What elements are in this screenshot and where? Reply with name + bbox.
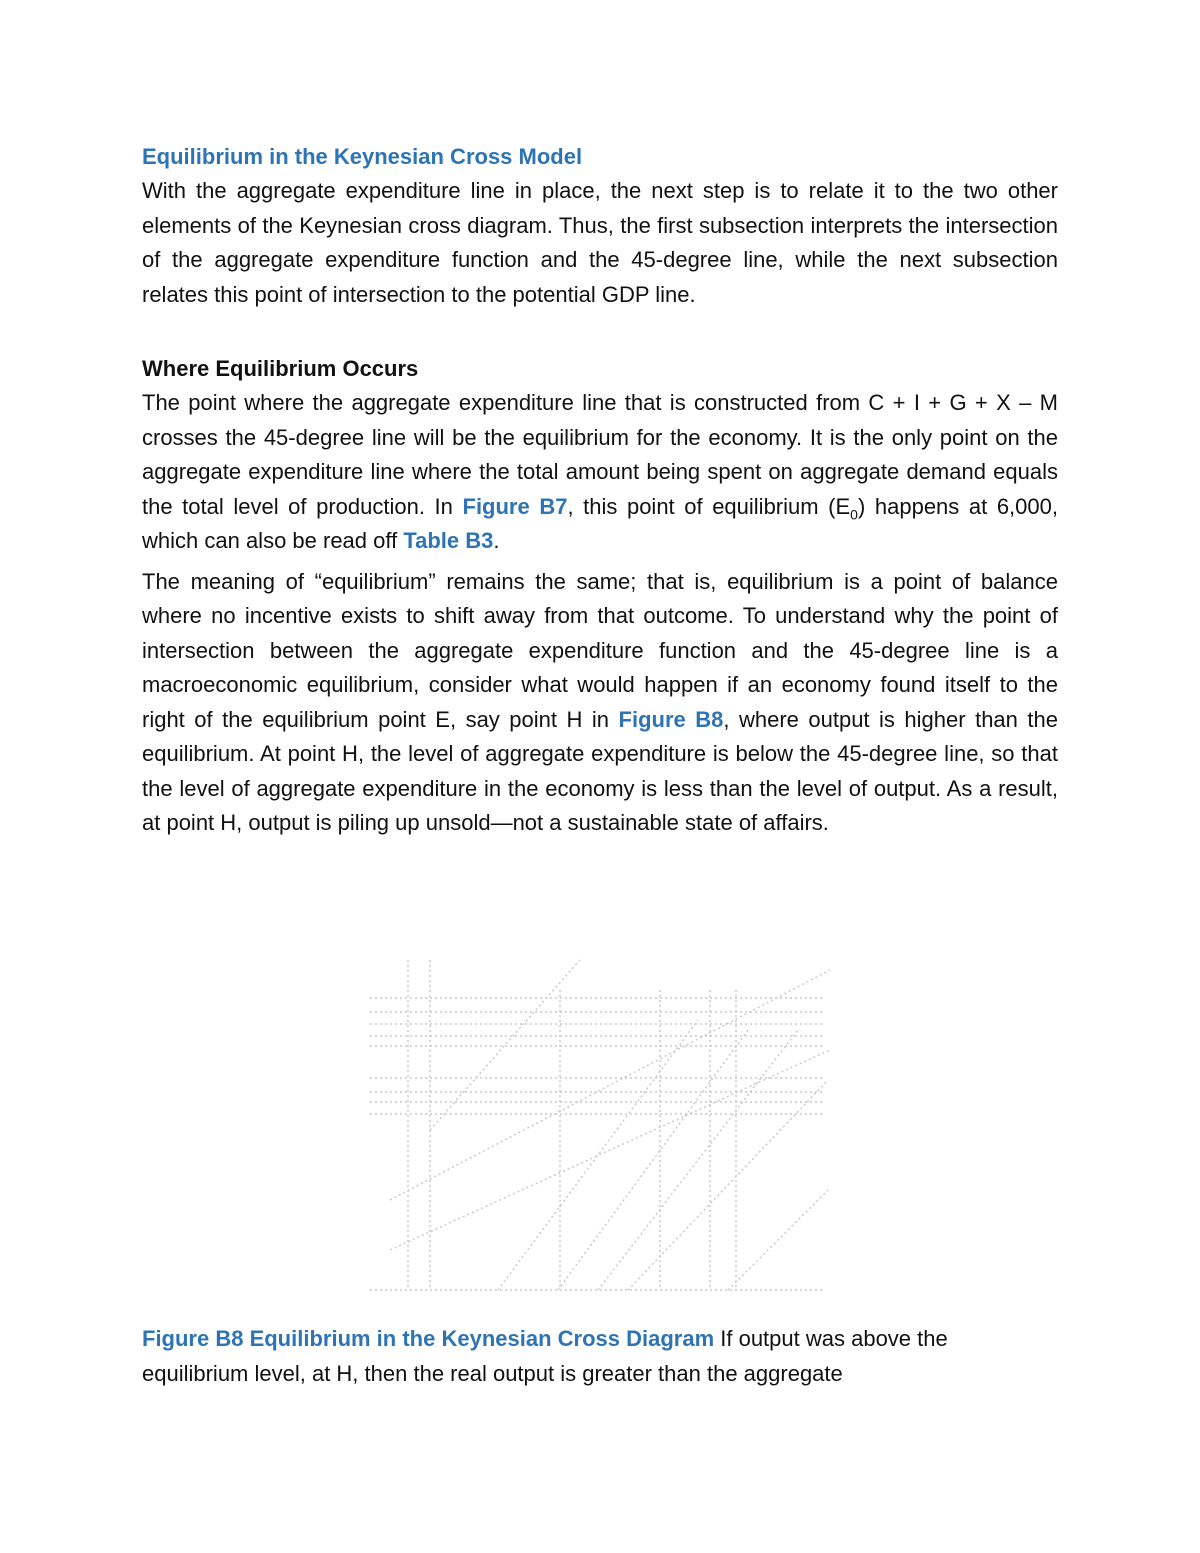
text-run: The point where the aggregate expenditure line that is constructed from C + I + G + X – M crosses the 45-degree line will be the equilibrium for the economy. It is the only point on the aggregate expenditure line where the total amount being spent on aggregate demand equals the total level of production. In — [142, 390, 1058, 519]
table-b3-link[interactable]: Table B3 — [403, 528, 494, 553]
figure-b8-link[interactable]: Figure B8 — [618, 706, 724, 732]
diagonal-line — [628, 1080, 828, 1290]
caption-title: Figure B8 Equilibrium in the Keynesian Cross Diagram — [142, 1326, 715, 1351]
meaning-paragraph — [142, 565, 1058, 841]
text-run: ) happens at 6,000, which can also be read off — [142, 493, 1058, 553]
aggregate-expenditure-line — [390, 970, 830, 1200]
diagonal-line — [728, 1190, 828, 1290]
document-page — [142, 140, 1058, 841]
caption-text: If output was above the equilibrium level, at H, then the real output is greater than the aggregate — [142, 1326, 948, 1386]
text-run: , this point of equilibrium (E — [567, 493, 851, 519]
subsection-heading: Where Equilibrium Occurs — [142, 356, 419, 381]
text-run: , where output is higher than the equilibrium. At point H, the level of aggregate expenditure is below the 45-degree line, so that the level of aggregate expenditure in the economy is less than the level of output. As a result, at point H, output is piling up unsold—not a sustainable state of affairs. — [142, 706, 1058, 835]
forty-five-degree-line — [430, 960, 580, 1130]
text-run: The meaning of “equilibrium” remains the same; that is, equilibrium is a point of balance where no incentive exists to shift away from that outcome. To understand why the point of intersection between the aggregate expenditure function and the 45-degree line is a macroeconomic equilibrium, consider what would happen if an economy found itself to the right of the equilibrium point E, say point H in — [142, 568, 1058, 732]
figure-b8-image — [368, 950, 830, 1312]
diagonal-line — [498, 1020, 698, 1290]
figure-b7-link[interactable]: Figure B7 — [462, 493, 568, 519]
equilibrium-paragraph — [142, 386, 1058, 559]
intro-paragraph: With the aggregate expenditure line in place, the next step is to relate it to the two other elements of the Keynesian cross diagram. Thus, the first subsection interprets the intersection of the aggregate expenditure function and the 45-degree line, while the next subsection relates this point of intersection to the potential GDP line. — [142, 178, 1058, 307]
subscript-zero: 0 — [850, 505, 858, 522]
text-run: . — [493, 528, 500, 553]
aggregate-expenditure-line — [390, 1050, 830, 1250]
section-heading: Equilibrium in the Keynesian Cross Model — [142, 144, 583, 169]
keynesian-cross-diagram — [368, 950, 830, 1312]
figure-caption — [142, 1322, 1058, 1391]
